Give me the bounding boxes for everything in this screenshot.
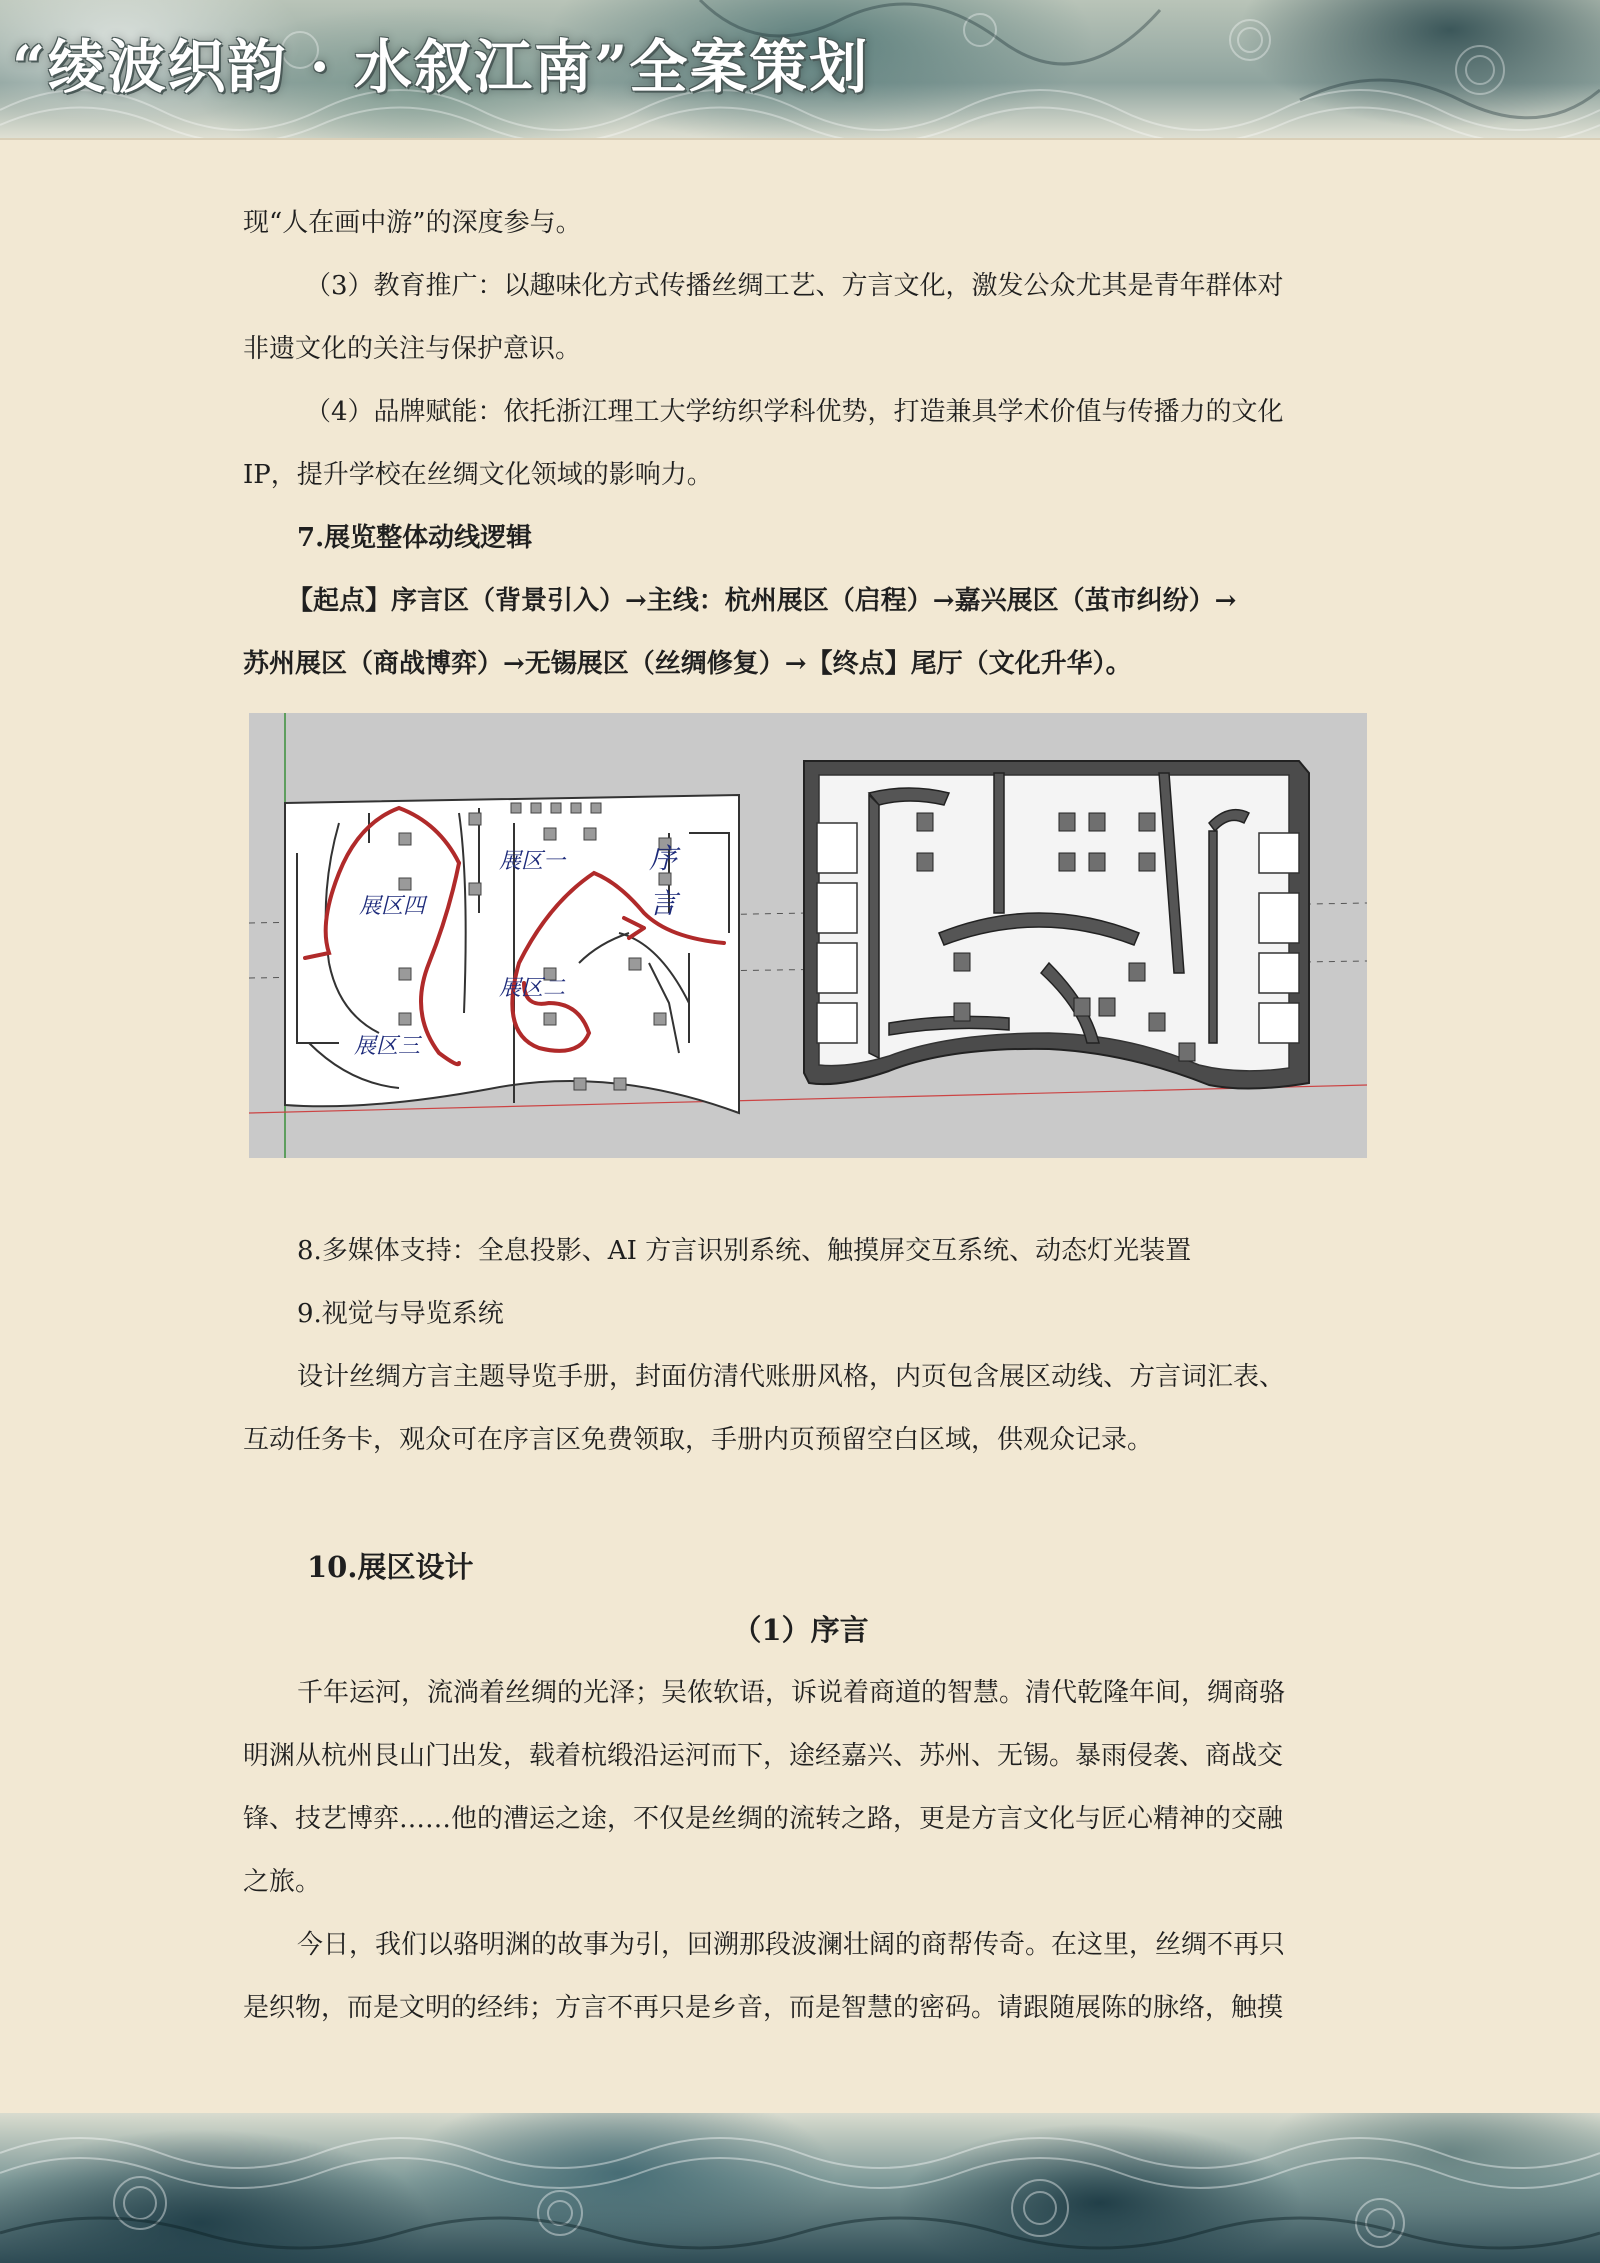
floor-plan-illustration — [249, 713, 1367, 1158]
paragraph-line: 现“人在画中游”的深度参与。 — [243, 208, 582, 238]
page-header-title: “绫波织韵 · 水叙江南”全案策划 — [12, 33, 870, 101]
preface-label-2: 言 — [649, 887, 678, 920]
page-header-banner — [0, 0, 1600, 138]
paragraph-line: IP，提升学校在丝绸文化领域的影响力。 — [243, 460, 713, 490]
paragraph-line: 锋、技艺博弈……他的漕运之途，不仅是丝绸的流转之路，更是方言文化与匠心精神的交融 — [243, 1804, 1284, 1834]
zone-2-label: 展区二 — [499, 976, 566, 1001]
zone-1-label: 展区一 — [499, 849, 566, 874]
footer-wave-decoration — [0, 2113, 1600, 2263]
section-10-heading: 10.展区设计 — [307, 1550, 474, 1584]
zone-4-label: 展区四 — [359, 894, 426, 919]
header-divider — [0, 138, 1600, 140]
paragraph-line: 之旅。 — [243, 1867, 322, 1897]
page-footer-banner — [0, 2113, 1600, 2263]
flow-line: 苏州展区（商战博弈）→无锡展区（丝绸修复）→【终点】尾厅（文化升华）。 — [243, 649, 1132, 679]
paragraph-line: 设计丝绸方言主题导览手册，封面仿清代账册风格，内页包含展区动线、方言词汇表、 — [297, 1362, 1286, 1392]
section-9-heading: 9.视觉与导览系统 — [297, 1299, 504, 1329]
paragraph-line: 是织物，而是文明的经纬；方言不再只是乡音，而是智慧的密码。请跟随展陈的脉络，触摸 — [243, 1993, 1284, 2023]
section-8-text: 8.多媒体支持：全息投影、AI 方言识别系统、触摸屏交互系统、动态灯光装置 — [297, 1236, 1192, 1266]
paragraph-line: （4）品牌赋能：依托浙江理工大学纺织学科优势，打造兼具学术价值与传播力的文化 — [305, 397, 1284, 427]
paragraph-line: 千年运河，流淌着丝绸的光泽；吴侬软语，诉说着商道的智慧。清代乾隆年间，绸商骆 — [297, 1678, 1286, 1708]
floor-plan-figure — [249, 713, 1367, 1158]
paragraph-line: 非遗文化的关注与保护意识。 — [243, 334, 582, 364]
paragraph-line: 互动任务卡，观众可在序言区免费领取，手册内页预留空白区域，供观众记录。 — [243, 1425, 1154, 1455]
paragraph-line: （3）教育推广：以趣味化方式传播丝绸工艺、方言文化，激发公众尤其是青年群体对 — [305, 271, 1284, 301]
paragraph-line: 明渊从杭州艮山门出发，载着杭缎沿运河而下，途经嘉兴、苏州、无锡。暴雨侵袭、商战交 — [243, 1741, 1284, 1771]
paragraph-line: 今日，我们以骆明渊的故事为引，回溯那段波澜壮阔的商帮传奇。在这里，丝绸不再只 — [297, 1930, 1286, 1960]
preface-label-1: 序 — [649, 842, 678, 875]
flow-line: 【起点】序言区（背景引入）→主线：杭州展区（启程）→嘉兴展区（茧市纠纷）→ — [287, 586, 1237, 616]
section-7-heading: 7.展览整体动线逻辑 — [297, 523, 533, 553]
section-10-subheading: （1）序言 — [732, 1613, 869, 1647]
zone-3-label: 展区三 — [354, 1034, 421, 1059]
